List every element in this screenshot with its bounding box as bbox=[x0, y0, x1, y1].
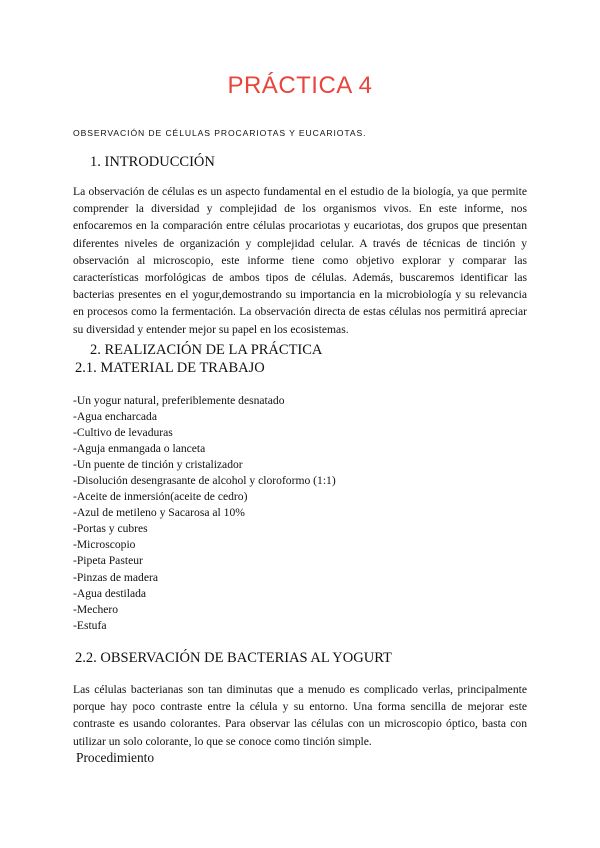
list-item: -Un yogur natural, preferiblemente desnatado bbox=[73, 394, 285, 407]
list-item: -Aceite de inmersión(aceite de cedro) bbox=[73, 490, 248, 504]
list-item: -Aguja enmangada o lanceta bbox=[73, 442, 206, 456]
list-item: -Pipeta Pasteur bbox=[73, 554, 143, 568]
procedure-heading: Procedimiento bbox=[76, 750, 155, 765]
document-subtitle: OBSERVACIÓN DE CÉLULAS PROCARIOTAS Y EUCARIOTAS. bbox=[73, 128, 367, 138]
list-item: -Un puente de tinción y cristalizador bbox=[73, 458, 243, 472]
material-heading: 2.1. MATERIAL DE TRABAJO bbox=[75, 360, 265, 376]
list-item: -Estufa bbox=[73, 618, 107, 632]
list-item: -Azul de metileno y Sacarosa al 10% bbox=[73, 506, 245, 520]
intro-heading: 1. INTRODUCCIÓN bbox=[90, 154, 215, 170]
list-item: -Disolución desengrasante de alcohol y cloroformo (1:1) bbox=[73, 474, 336, 488]
list-item: -Microscopio bbox=[73, 538, 136, 552]
list-item: -Cultivo de levaduras bbox=[73, 426, 173, 440]
materials-list bbox=[73, 393, 513, 634]
document-title: PRÁCTICA 4 bbox=[227, 72, 373, 99]
practice-heading: 2. REALIZACIÓN DE LA PRÁCTICA bbox=[90, 342, 323, 358]
bacteria-paragraph: Las células bacterianas son tan diminutas que a menudo es complicado verlas, principalmente porque hay poco contraste entre la célula y su entorno. Una forma sencilla de mejorar este contraste es usando colorantes. Para observar las células con un microscopio óptico, basta con utilizar un solo colorante, lo que se conoce como tinción simple. bbox=[73, 683, 527, 748]
list-item: -Agua destilada bbox=[73, 586, 147, 600]
list-item: -Agua encharcada bbox=[73, 410, 157, 424]
list-item: -Mechero bbox=[73, 602, 119, 616]
bacteria-heading: 2.2. OBSERVACIÓN DE BACTERIAS AL YOGURT bbox=[75, 650, 392, 666]
list-item: -Portas y cubres bbox=[73, 522, 148, 536]
list-item: -Pinzas de madera bbox=[73, 570, 158, 584]
intro-paragraph: La observación de células es un aspecto fundamental en el estudio de la biología, ya que permite comprender la diversidad y complejidad de los organismos vivos. En este informe, nos enfocaremos en la comparación entre células procariotas y eucariotas, dos grupos que presentan diferentes niveles de organización y complejidad celular. A través de técnicas de tinción y observación al microscopio, este informe tiene como objetivo explorar y comparar las características morfológicas de ambos tipos de células. Además, buscaremos identificar las bacterias presentes en el yogur,demostrando su importancia en la microbiología y su relevancia en procesos como la fermentación. La observación directa de estas células nos permitirá apreciar su diversidad y entender mejor su papel en los ecosistemas. bbox=[73, 185, 527, 336]
